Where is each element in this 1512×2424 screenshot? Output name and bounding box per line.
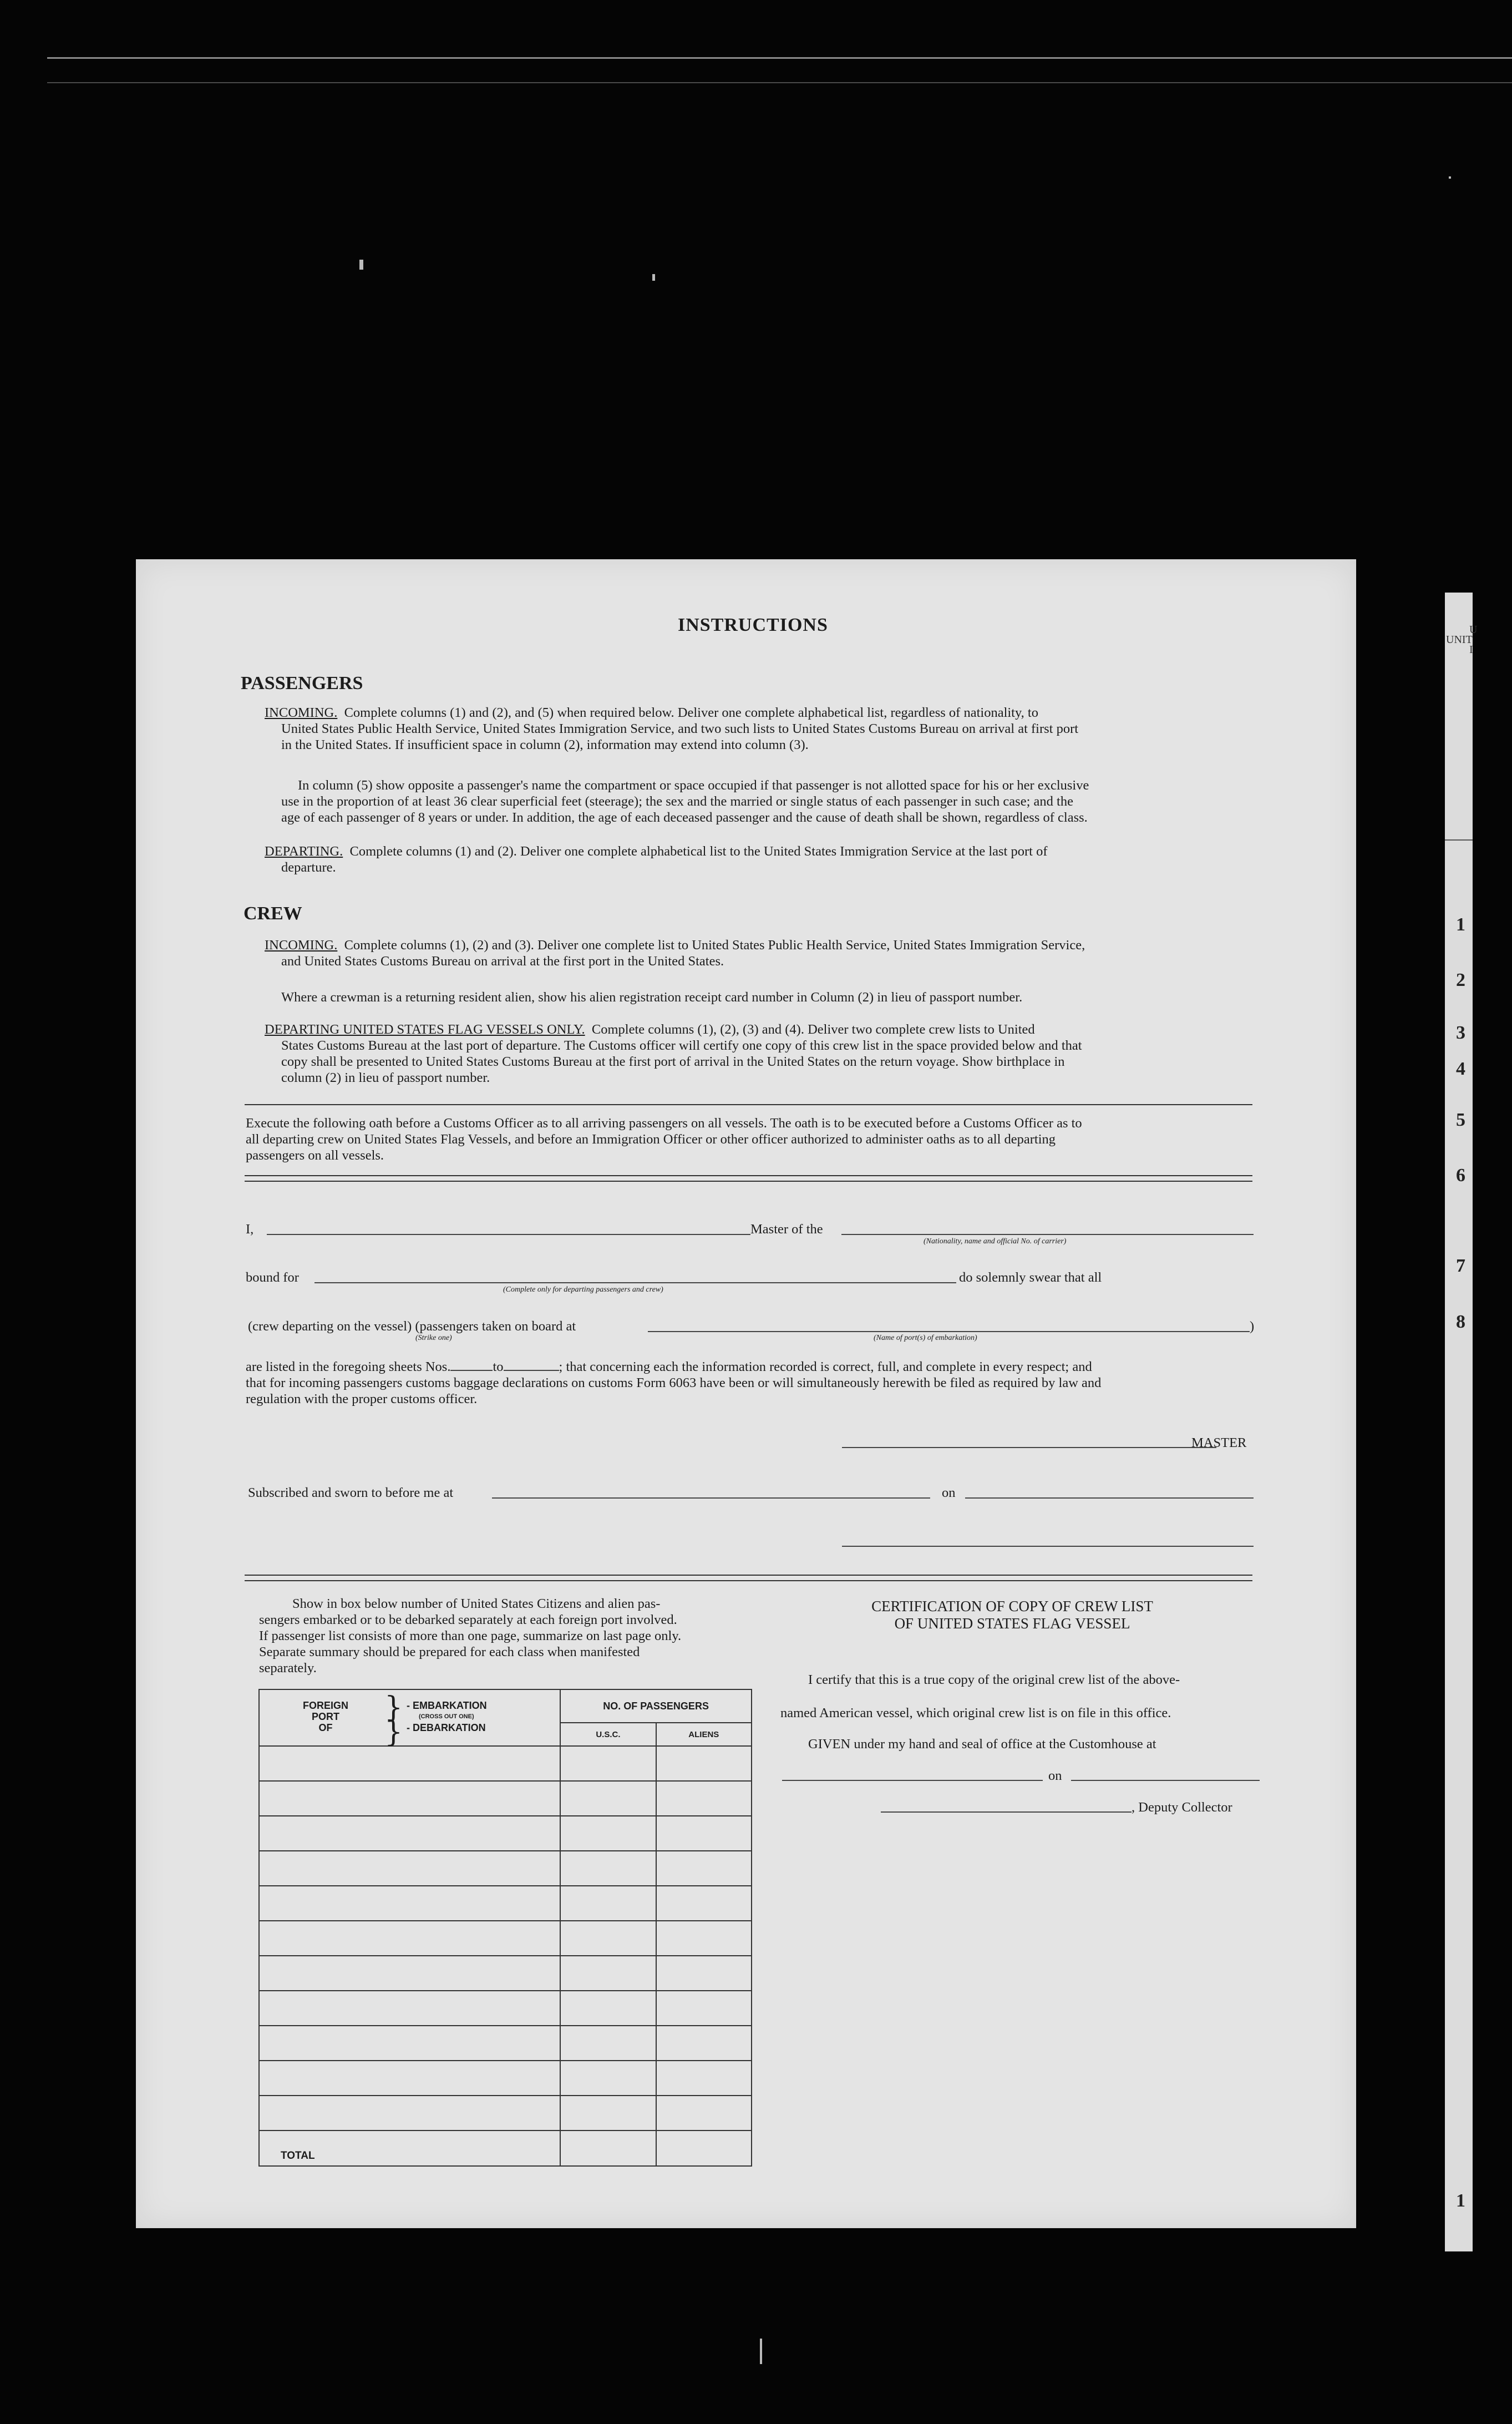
usc-cell[interactable]: [560, 1956, 656, 1991]
aliens-header: ALIENS: [656, 1723, 752, 1746]
certification-title2: OF UNITED STATES FLAG VESSEL: [894, 1615, 1130, 1632]
aliens-cell[interactable]: [656, 2061, 752, 2096]
crew-departing-label: (crew departing on the vessel) (passengers taken on board at: [248, 1319, 576, 1334]
summary-line3: If passenger list consists of more than one page, summarize on last page only.: [259, 1628, 682, 1643]
edge-number: 7: [1456, 1256, 1465, 1276]
oath-intro: [246, 1115, 1251, 1163]
officer-signature-field[interactable]: [842, 1546, 1254, 1547]
scan-speck: [359, 260, 363, 270]
port-note: (Name of port(s) of embarkation): [874, 1334, 977, 1342]
total-cell: TOTAL: [259, 2131, 560, 2166]
aliens-total-cell[interactable]: [656, 2131, 752, 2166]
usc-cell[interactable]: [560, 1746, 656, 1781]
aliens-cell[interactable]: [656, 1746, 752, 1781]
of-label: OF: [318, 1722, 333, 1733]
usc-cell[interactable]: [560, 2026, 656, 2061]
port-cell[interactable]: [259, 2026, 560, 2061]
aliens-cell[interactable]: [656, 1781, 752, 1816]
swear-label: do solemnly swear that all: [959, 1270, 1102, 1285]
passengers-incoming-line3: in the United States. If insufficient space in column (2), information may extend into column (3).: [281, 737, 809, 752]
summary-line1: Show in box below number of United States Citizens and alien pas-: [292, 1596, 661, 1611]
port-cell[interactable]: [259, 1851, 560, 1886]
customhouse-field[interactable]: [782, 1780, 1043, 1781]
sheet-from-field[interactable]: [450, 1359, 493, 1371]
aliens-cell[interactable]: [656, 2096, 752, 2131]
port-cell[interactable]: [259, 2096, 560, 2131]
sworn-on-label: on: [942, 1485, 956, 1500]
certification-title1: CERTIFICATION OF COPY OF CREW LIST: [871, 1598, 1153, 1615]
deputy-signature-field[interactable]: [881, 1811, 1132, 1813]
close-paren: ): [1250, 1319, 1255, 1334]
crew-incoming-label: INCOMING.: [265, 938, 338, 953]
certification-line3: GIVEN under my hand and seal of office at the Customhouse at: [808, 1737, 1156, 1752]
strike-one-note: (Strike one): [415, 1334, 452, 1342]
crew-incoming-line2: and United States Customs Bureau on arrival at the first port in the United States.: [281, 954, 724, 969]
certification-on-label: on: [1048, 1768, 1062, 1783]
section-divider: [245, 1104, 1252, 1105]
passenger-summary-table: [258, 1689, 752, 2167]
oath-i: I,: [246, 1222, 254, 1237]
cross-out-label: (CROSS OUT ONE): [419, 1713, 474, 1720]
passengers-departing: [265, 843, 1250, 876]
sworn-location-field[interactable]: [492, 1497, 930, 1499]
edge-text: I: [1469, 644, 1473, 656]
port-cell[interactable]: [259, 1991, 560, 2026]
certification-date-field[interactable]: [1071, 1780, 1260, 1781]
crew-departing-line1: Complete columns (1), (2), (3) and (4). Deliver two complete crew lists to United: [591, 1022, 1035, 1037]
port-cell[interactable]: [259, 1921, 560, 1956]
crew-departing-line4: column (2) in lieu of passport number.: [281, 1070, 490, 1085]
crew-departing-label: DEPARTING UNITED STATES FLAG VESSELS ONLY.: [265, 1022, 585, 1037]
summary-line4: Separate summary should be prepared for each class when manifested: [259, 1644, 640, 1659]
oath-line2: that for incoming passengers customs baggage declarations on customs Form 6063 have been or will simultaneously herewith be filed as required by law and: [246, 1375, 1102, 1390]
certification-line2: named American vessel, which original crew list is on file in this office.: [780, 1706, 1171, 1720]
passengers-departing-label: DEPARTING.: [265, 844, 343, 859]
port-cell[interactable]: [259, 1746, 560, 1781]
column5-line1: In column (5) show opposite a passenger's name the compartment or space occupied if that passenger is not allotted space for his or her exclusive: [298, 778, 1089, 793]
edge-number: 1: [1456, 2190, 1465, 2211]
master-name-field[interactable]: [267, 1234, 750, 1235]
edge-text: U: [1469, 624, 1478, 636]
usc-cell[interactable]: [560, 2061, 656, 2096]
edge-number: 4: [1456, 1059, 1465, 1079]
oath-line3: regulation with the proper customs officer.: [246, 1391, 478, 1406]
aliens-cell[interactable]: [656, 1886, 752, 1921]
port-label: PORT: [312, 1711, 340, 1722]
summary-line5: separately.: [259, 1661, 317, 1676]
listed-sheets-label: are listed in the foregoing sheets Nos.: [246, 1359, 451, 1374]
debarkation-label: - DEBARKATION: [407, 1722, 486, 1733]
edge-number: 5: [1456, 1110, 1465, 1130]
passengers-incoming-line2: United States Public Health Service, United States Immigration Service, and two such lists to United States Customs Bureau on arrival at first port: [281, 721, 1079, 736]
certification-line1: I certify that this is a true copy of the original crew list of the above-: [808, 1672, 1180, 1687]
port-cell[interactable]: [259, 1781, 560, 1816]
scan-top-rule: [47, 57, 1512, 59]
listed-sheets: [246, 1359, 1252, 1407]
port-cell[interactable]: [259, 1886, 560, 1921]
double-divider-lower: [245, 1575, 1252, 1581]
no-passengers-header: NO. OF PASSENGERS: [560, 1689, 752, 1723]
port-header-cell: FOREIGN PORT OF } } - EMBARKATION (CROSS OUT ONE) - DEBARKATION: [259, 1689, 560, 1746]
scan-speck: [652, 274, 655, 281]
port-cell[interactable]: [259, 2061, 560, 2096]
crew-resident-alien: Where a crewman is a returning resident alien, show his alien registration receipt card number in Column (2) in lieu of passport number.: [281, 990, 1023, 1005]
edge-number: 6: [1456, 1165, 1465, 1186]
crew-incoming-line1: Complete columns (1), (2) and (3). Deliver one complete list to United States Public Health Service, United States Immigration Service,: [344, 938, 1085, 953]
crew-departing-line3: copy shall be presented to United States Customs Bureau at the first port of arrival in the United States on the return voyage. Show birthplace in: [281, 1054, 1065, 1069]
usc-total-cell[interactable]: [560, 2131, 656, 2166]
page-title: INSTRUCTIONS: [678, 615, 828, 635]
aliens-cell[interactable]: [656, 1921, 752, 1956]
port-cell[interactable]: [259, 1816, 560, 1851]
embarkation-label: - EMBARKATION: [407, 1700, 487, 1711]
summary-instructions: [259, 1596, 749, 1676]
carrier-field[interactable]: [841, 1234, 1254, 1235]
oath-intro-line2: all departing crew on United States Flag Vessels, and before an Immigration Officer or other officer authorized to administer oaths as to all departing: [246, 1132, 1056, 1147]
edge-number: 1: [1456, 914, 1465, 935]
sheet-to-field[interactable]: [504, 1359, 559, 1371]
departing-note: (Complete only for departing passengers and crew): [503, 1286, 663, 1294]
passengers-incoming-label: INCOMING.: [265, 705, 338, 720]
carrier-note: (Nationality, name and official No. of carrier): [924, 1237, 1067, 1246]
crew-departing-line2: States Customs Bureau at the last port of departure. The Customs officer will certify one copy of this crew list in the space provided below and that: [281, 1038, 1082, 1053]
scan-top-rule-2: [47, 82, 1512, 83]
listed-sheets-rest: ; that concerning each the information recorded is correct, full, and complete in every respect; and: [559, 1359, 1092, 1374]
passengers-incoming: [265, 705, 1250, 753]
edge-text: UNIT: [1446, 634, 1473, 646]
aliens-cell[interactable]: [656, 2026, 752, 2061]
usc-cell[interactable]: [560, 1886, 656, 1921]
passengers-departing-line1: Complete columns (1) and (2). Deliver one complete alphabetical list to the United States Immigration Service at the last port of: [349, 844, 1048, 859]
edge-rule: [1445, 839, 1473, 841]
oath-intro-line3: passengers on all vessels.: [246, 1148, 384, 1163]
bound-for-field[interactable]: [314, 1282, 956, 1283]
edge-number: 8: [1456, 1312, 1465, 1332]
adjacent-page-edge: [1445, 593, 1478, 2251]
usc-cell[interactable]: [560, 1921, 656, 1956]
crew-incoming: [265, 937, 1250, 969]
form-sheet: [136, 559, 1356, 2228]
sworn-date-field[interactable]: [965, 1497, 1254, 1499]
scan-speck: [760, 2339, 762, 2364]
passengers-column5: [281, 777, 1250, 826]
port-cell[interactable]: [259, 1956, 560, 1991]
passengers-departing-line2: departure.: [281, 860, 336, 875]
master-signature-field[interactable]: [842, 1447, 1216, 1448]
column5-line2: use in the proportion of at least 36 clear superficial feet (steerage); the sex and the married or single status of each passenger in such case; and the: [281, 794, 1073, 809]
deputy-collector-label: , Deputy Collector: [1132, 1800, 1232, 1815]
usc-cell[interactable]: [560, 1781, 656, 1816]
aliens-cell[interactable]: [656, 1956, 752, 1991]
aliens-cell[interactable]: [656, 1991, 752, 2026]
passengers-incoming-line1: Complete columns (1) and (2), and (5) when required below. Deliver one complete alphabetical list, regardless of nationality, to: [344, 705, 1038, 720]
usc-cell[interactable]: [560, 1991, 656, 2026]
edge-number: 3: [1456, 1023, 1465, 1043]
to-label: to: [493, 1359, 504, 1374]
crew-departing: [265, 1021, 1250, 1086]
bound-for-label: bound for: [246, 1270, 299, 1285]
certification-title: [790, 1598, 1234, 1632]
double-divider: [245, 1175, 1252, 1182]
column5-line3: age of each passenger of 8 years or under. In addition, the age of each deceased passenger and the cause of death shall be shown, regardless of class.: [281, 810, 1088, 825]
master-of-the-label: Master of the: [750, 1222, 823, 1237]
oath-intro-line1: Execute the following oath before a Customs Officer as to all arriving passengers on all vessels. The oath is to be executed before a Customs Officer as to: [246, 1116, 1082, 1131]
usc-cell[interactable]: [560, 1851, 656, 1886]
usc-cell[interactable]: [560, 2096, 656, 2131]
master-label: MASTER: [1191, 1435, 1247, 1450]
subscribed-label: Subscribed and sworn to before me at: [248, 1485, 454, 1500]
foreign-label: FOREIGN: [303, 1700, 349, 1711]
embarkation-port-field[interactable]: [648, 1331, 1250, 1332]
passengers-heading: PASSENGERS: [241, 673, 363, 694]
aliens-cell[interactable]: [656, 1816, 752, 1851]
usc-cell[interactable]: [560, 1816, 656, 1851]
aliens-cell[interactable]: [656, 1851, 752, 1886]
usc-header: U.S.C.: [560, 1723, 656, 1746]
edge-number: 2: [1456, 970, 1465, 990]
scan-speck: [1449, 176, 1451, 179]
summary-line2: sengers embarked or to be debarked separately at each foreign port involved.: [259, 1612, 677, 1627]
crew-heading: CREW: [243, 903, 302, 924]
